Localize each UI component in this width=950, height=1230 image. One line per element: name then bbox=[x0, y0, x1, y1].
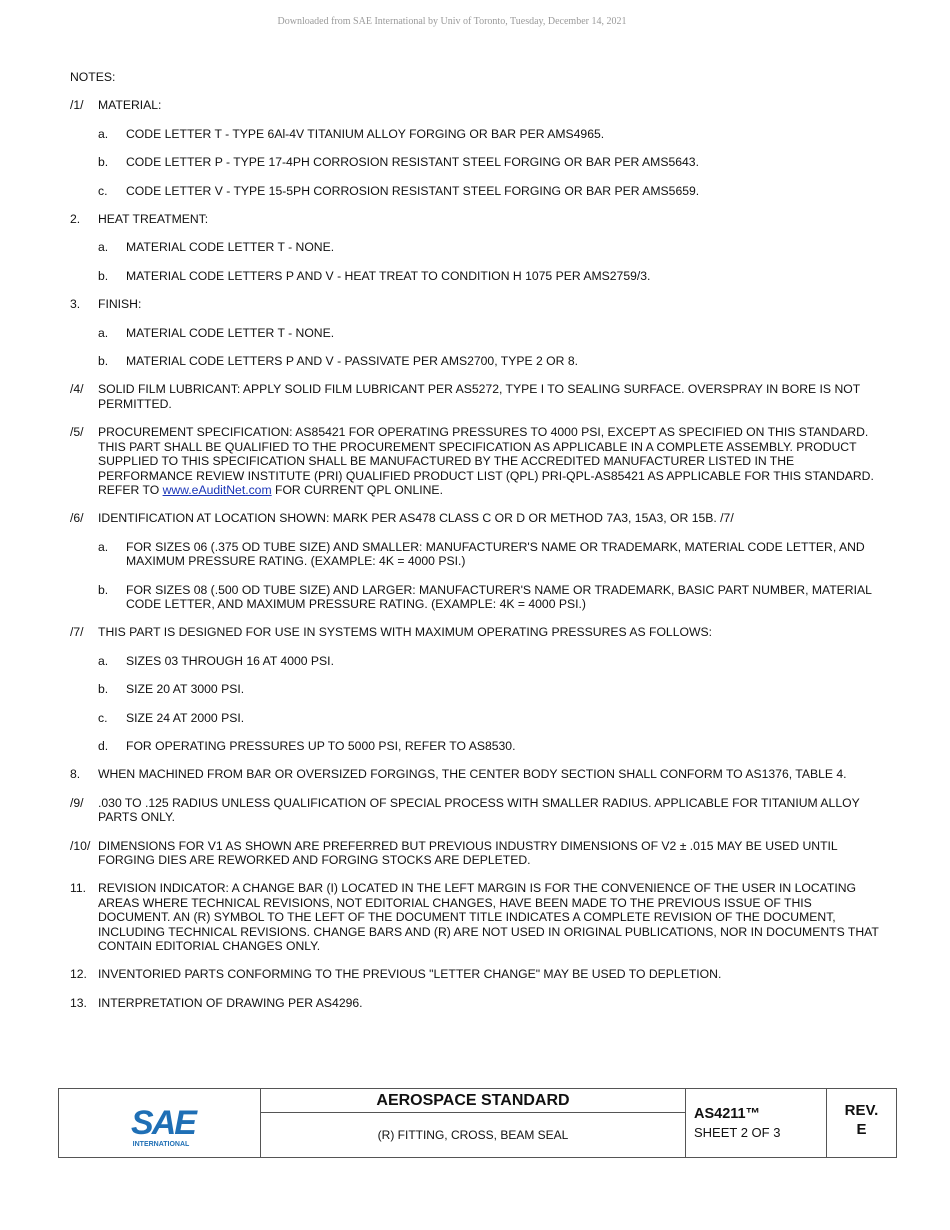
note-number: /9/ bbox=[70, 795, 84, 810]
note-2b bbox=[70, 269, 885, 283]
note-text: INTERPRETATION OF DRAWING PER AS4296. bbox=[98, 995, 363, 1010]
sub-number: a. bbox=[98, 240, 109, 255]
note-number: /5/ bbox=[70, 425, 84, 440]
logo-text: SAE bbox=[131, 1104, 195, 1142]
revision-cell bbox=[827, 1089, 896, 1157]
sub-text: MATERIAL CODE LETTERS P AND V - PASSIVATE PER AMS2700, TYPE 2 OR 8. bbox=[126, 354, 578, 369]
sub-text: SIZES 03 THROUGH 16 AT 4000 PSI. bbox=[126, 653, 334, 668]
sub-number: b. bbox=[98, 268, 109, 283]
sub-text: CODE LETTER P - TYPE 17-4PH CORROSION RESISTANT STEEL FORGING OR BAR PER AMS5643. bbox=[126, 155, 699, 170]
note-number: 2. bbox=[70, 212, 81, 227]
note-4 bbox=[70, 382, 885, 411]
note-text-after-link: FOR CURRENT QPL ONLINE. bbox=[271, 482, 443, 497]
sub-number: b. bbox=[98, 354, 109, 369]
sub-number: c. bbox=[98, 710, 108, 725]
sub-text: FOR OPERATING PRESSURES UP TO 5000 PSI, REFER TO AS8530. bbox=[126, 738, 516, 753]
note-5 bbox=[70, 425, 885, 497]
note-7a bbox=[70, 654, 885, 668]
doc-number-cell bbox=[686, 1089, 827, 1157]
sub-text: CODE LETTER T - TYPE 6Al-4V TITANIUM ALLOY FORGING OR BAR PER AMS4965. bbox=[126, 126, 605, 141]
notes-section bbox=[70, 70, 885, 1024]
note-number: 11. bbox=[70, 881, 87, 896]
note-3 bbox=[70, 297, 885, 311]
sub-text: MATERIAL CODE LETTERS P AND V - HEAT TREAT TO CONDITION H 1075 PER AMS2759/3. bbox=[126, 268, 651, 283]
note-7c bbox=[70, 711, 885, 725]
note-text: .030 TO .125 RADIUS UNLESS QUALIFICATION OF SPECIAL PROCESS WITH SMALLER RADIUS. APPLICABLE FOR TITANIUM ALLOY PARTS ONLY. bbox=[98, 795, 860, 825]
sub-number: d. bbox=[98, 738, 109, 753]
sub-text: MATERIAL CODE LETTER T - NONE. bbox=[126, 240, 335, 255]
sub-number: a. bbox=[98, 126, 109, 141]
note-13 bbox=[70, 996, 885, 1010]
note-1 bbox=[70, 98, 885, 112]
sub-number: a. bbox=[98, 325, 109, 340]
note-2a bbox=[70, 240, 885, 254]
note-text-before-link: PROCUREMENT SPECIFICATION: AS85421 FOR OPERATING PRESSURES TO 4000 PSI, EXCEPT AS SPECIFIED ON THIS STANDARD. THIS PART SHALL BE QUALIFIED TO THE PROCUREMENT SPECIFICATION AS APPLICABLE IN A COMPLETE ASSEMBLY. PRODUCT SUPPLIED TO THIS SPECIFICATION SHALL BE MANUFACTURED BY THE ACCREDITED MANUFACTURER LISTED IN THE PERFORMANCE REVIEW INSTITUTE (PRI) QUALIFIED PRODUCT LIST (QPL) PRI-QPL-AS85421 AS APPLICABLE FOR THIS STANDARD. REFER TO bbox=[98, 425, 874, 497]
sub-number: c. bbox=[98, 183, 108, 198]
sub-number: a. bbox=[98, 539, 109, 554]
part-title: (R) FITTING, CROSS, BEAM SEAL bbox=[377, 1128, 569, 1142]
sub-text: SIZE 20 AT 3000 PSI. bbox=[126, 682, 245, 697]
note-number: 12. bbox=[70, 967, 87, 982]
note-7 bbox=[70, 625, 885, 639]
note-10 bbox=[70, 839, 885, 868]
note-text: REVISION INDICATOR: A CHANGE BAR (I) LOCATED IN THE LEFT MARGIN IS FOR THE CONVENIENCE OF THE USER IN LOCATING AREAS WHERE TECHNICAL REVISIONS, NOT EDITORIAL CHANGES, HAVE BEEN MADE TO THE PREVIOUS ISSUE OF THIS DOCUMENT. AN (R) SYMBOL TO THE LEFT OF THE DOCUMENT TITLE INDICATES A COMPLETE REVISION OF THE DOCUMENT, INCLUDING TECHNICAL REVISIONS. CHANGE BARS AND (R) ARE NOT USED IN ORIGINAL PUBLICATIONS, NOR IN DOCUMENTS THAT CONTAIN EDITORIAL CHANGES ONLY. bbox=[98, 881, 879, 954]
note-8 bbox=[70, 767, 885, 781]
note-6a bbox=[70, 540, 885, 569]
note-1a bbox=[70, 127, 885, 141]
note-number: 13. bbox=[70, 995, 87, 1010]
note-2 bbox=[70, 212, 885, 226]
logo-cell bbox=[59, 1089, 261, 1157]
note-number: /7/ bbox=[70, 625, 84, 640]
sub-text: FOR SIZES 06 (.375 OD TUBE SIZE) AND SMALLER: MANUFACTURER'S NAME OR TRADEMARK, MATERIAL CODE LETTER, AND MAXIMUM PRESSURE RATING. (EXAMPLE: 4K = 4000 PSI.) bbox=[126, 539, 865, 569]
rev-label: REV. bbox=[844, 1102, 879, 1119]
note-1b bbox=[70, 155, 885, 169]
note-text: FINISH: bbox=[98, 297, 142, 312]
note-number: /6/ bbox=[70, 511, 84, 526]
note-number: /10/ bbox=[70, 838, 91, 853]
note-6b bbox=[70, 583, 885, 612]
note-3b bbox=[70, 354, 885, 368]
sub-text: CODE LETTER V - TYPE 15-5PH CORROSION RESISTANT STEEL FORGING OR BAR PER AMS5659. bbox=[126, 183, 700, 198]
sub-number: b. bbox=[98, 582, 109, 597]
standard-type: AEROSPACE STANDARD bbox=[261, 1089, 685, 1113]
logo-subtext: INTERNATIONAL bbox=[132, 1141, 190, 1148]
rev-value: E bbox=[856, 1121, 867, 1138]
notes-title: NOTES: bbox=[70, 70, 116, 84]
note-text: IDENTIFICATION AT LOCATION SHOWN: MARK PER AS478 CLASS C OR D OR METHOD 7A3, 15A3, OR 15B. /7/ bbox=[98, 511, 734, 526]
note-9 bbox=[70, 796, 885, 825]
sub-number: a. bbox=[98, 653, 109, 668]
note-text: INVENTORIED PARTS CONFORMING TO THE PREVIOUS "LETTER CHANGE" MAY BE USED TO DEPLETION. bbox=[98, 967, 722, 982]
sheet-number: SHEET 2 OF 3 bbox=[694, 1125, 781, 1140]
note-number: /4/ bbox=[70, 382, 84, 397]
sub-number: b. bbox=[98, 682, 109, 697]
sub-text: MATERIAL CODE LETTER T - NONE. bbox=[126, 325, 335, 340]
note-7d bbox=[70, 739, 885, 753]
download-watermark: Downloaded from SAE International by Univ of Toronto, Tuesday, December 14, 2021 bbox=[277, 16, 627, 27]
note-number: 3. bbox=[70, 297, 81, 312]
note-number: 8. bbox=[70, 767, 81, 782]
note-11 bbox=[70, 881, 885, 953]
sub-text: FOR SIZES 08 (.500 OD TUBE SIZE) AND LARGER: MANUFACTURER'S NAME OR TRADEMARK, BASIC PART NUMBER, MATERIAL CODE LETTER, AND MAXIMUM PRESSURE RATING. (EXAMPLE: 4K = 4000 PSI.) bbox=[126, 582, 872, 611]
note-3a bbox=[70, 326, 885, 340]
note-text: WHEN MACHINED FROM BAR OR OVERSIZED FORGINGS, THE CENTER BODY SECTION SHALL CONFORM TO AS1376, TABLE 4. bbox=[98, 767, 847, 782]
note-7b bbox=[70, 682, 885, 696]
note-12 bbox=[70, 967, 885, 981]
note-6 bbox=[70, 511, 885, 525]
note-number: /1/ bbox=[70, 98, 84, 113]
note-text: THIS PART IS DESIGNED FOR USE IN SYSTEMS WITH MAXIMUM OPERATING PRESSURES AS FOLLOWS: bbox=[98, 625, 712, 640]
title-block bbox=[58, 1088, 897, 1158]
note-text: SOLID FILM LUBRICANT: APPLY SOLID FILM LUBRICANT PER AS5272, TYPE I TO SEALING SURFACE. OVERSPRAY IN BORE IS NOT PERMITTED. bbox=[98, 382, 860, 411]
note-text: HEAT TREATMENT: bbox=[98, 212, 209, 227]
note-text bbox=[98, 425, 874, 497]
sae-logo-icon bbox=[127, 1102, 199, 1148]
note-text: DIMENSIONS FOR V1 AS SHOWN ARE PREFERRED BUT PREVIOUS INDUSTRY DIMENSIONS OF V2 ± .015 MAY BE USED UNTIL FORGING DIES ARE REWORKED AND FORGING STOCKS ARE DEPLETED. bbox=[98, 838, 838, 867]
sub-number: b. bbox=[98, 155, 109, 170]
note-text: MATERIAL: bbox=[98, 98, 162, 113]
note-1c bbox=[70, 184, 885, 198]
title-cell bbox=[261, 1089, 686, 1157]
doc-number: AS4211™ bbox=[694, 1106, 761, 1122]
sub-text: SIZE 24 AT 2000 PSI. bbox=[126, 710, 245, 725]
eauditnet-link[interactable]: www.eAuditNet.com bbox=[162, 482, 272, 497]
